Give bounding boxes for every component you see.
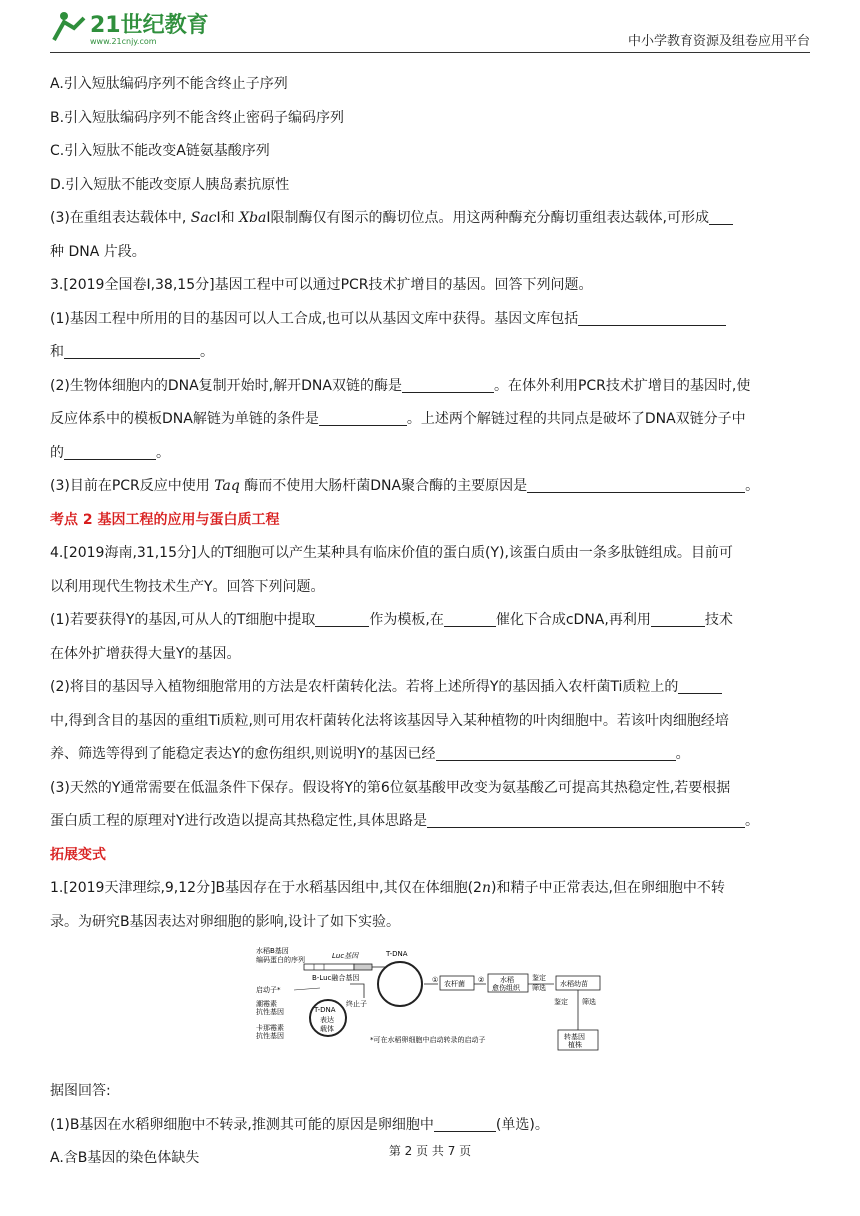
answer-blank[interactable] bbox=[709, 208, 733, 225]
label-kan2: 抗性基因 bbox=[256, 1032, 284, 1040]
label-luc: Luc基因 bbox=[332, 952, 359, 960]
p3-q1: (1)基因工程中所用的目的基因可以人工合成,也可以从基因文库中获得。基因文库包括 bbox=[50, 303, 810, 337]
step-2: ② bbox=[478, 976, 485, 984]
answer-blank[interactable] bbox=[527, 476, 745, 493]
p4-q2b: 中,得到含目的基因的重组Ti质粒,则可用农杆菌转化法将该基因导入某种植物的叶肉细胞中。若该叶肉细胞经培 bbox=[50, 712, 729, 729]
p4-q3: (3)天然的Y通常需要在低温条件下保存。假设将Y的第6位氨基酸甲改变为氨基酸乙可提高其热稳定性,若要根据 bbox=[50, 779, 731, 796]
label-plant2: 植株 bbox=[568, 1041, 582, 1049]
see-figure: 据图回答: bbox=[50, 1083, 111, 1099]
t1-title: 1.[2019天津理综,9,12分]B基因存在于水稻基因组中,其仅在体细胞(2n)和精子中正常表达,但在卵细胞中不转 bbox=[50, 880, 725, 896]
problem-4-title: 4.[2019海南,31,15分]人的T细胞可以产生某种具有临床价值的蛋白质(Y),该蛋白质由一条多肽链组成。目前可 bbox=[50, 545, 733, 561]
experiment-diagram bbox=[254, 944, 606, 1064]
logo-url: www.21cnjy.com bbox=[90, 37, 157, 46]
option-d: D.引入短肽不能改变原人胰岛素抗原性 bbox=[50, 176, 290, 193]
label-vector2: 载体 bbox=[320, 1025, 334, 1033]
label-ident2: 筛选 bbox=[532, 984, 546, 992]
answer-blank[interactable] bbox=[402, 376, 494, 393]
label-ident1: 鉴定 bbox=[532, 974, 546, 982]
page-header bbox=[50, 0, 810, 53]
answer-blank[interactable] bbox=[444, 610, 496, 627]
label-seedling: 水稻幼苗 bbox=[560, 980, 588, 988]
q3-line: (3)在重组表达载体中, SacⅠ和 XbaⅠ限制酶仅有图示的酶切位点。用这两种酶充分酶切重组表达载体,可形成 bbox=[50, 202, 810, 236]
answer-blank[interactable] bbox=[578, 309, 726, 326]
section-heading-extension: 拓展变式 bbox=[50, 846, 106, 863]
p3-q2e: 的 。 bbox=[50, 444, 170, 461]
option-c: C.引入短肽不能改变A链氨基酸序列 bbox=[50, 143, 270, 159]
p4-q1: (1)若要获得Y的基因,可从人的T细胞中提取 作为模板,在 催化下合成cDNA,再利用 技术 bbox=[50, 612, 733, 628]
p3-q1b: 和 。 bbox=[50, 344, 214, 360]
label-promoter: 启动子* bbox=[256, 986, 281, 994]
p3-q2: (2)生物体细胞内的DNA复制开始时,解开DNA双链的酶是 。在体外利用PCR技术扩增目的基因时,使 bbox=[50, 377, 751, 394]
t1-option-a: A.含B基因的染色体缺失 bbox=[50, 1150, 200, 1166]
answer-blank[interactable] bbox=[434, 1115, 496, 1132]
label-gene-b: 水稻B基因 bbox=[256, 947, 289, 955]
label-terminator: 终止子 bbox=[346, 1000, 367, 1008]
answer-blank[interactable] bbox=[64, 443, 156, 460]
p4-q2c: 养、筛选等得到了能稳定表达Y的愈伤组织,则说明Y的基因已经 。 bbox=[50, 746, 690, 762]
t1-title2: 录。为研究B基因表达对卵细胞的影响,设计了如下实验。 bbox=[50, 913, 401, 930]
p3-q2c: 反应体系中的模板DNA解链为单链的条件是 。上述两个解链过程的共同点是破坏了DNA双链分子中 bbox=[50, 411, 746, 427]
platform-title: 中小学教育资源及组卷应用平台 bbox=[627, 34, 810, 49]
label-tdna-inner: T-DNA bbox=[314, 1006, 336, 1014]
label-callus2: 愈伤组织 bbox=[492, 984, 520, 992]
logo bbox=[50, 6, 220, 46]
label-ident4: 筛选 bbox=[582, 998, 596, 1006]
label-tdna-top: T-DNA bbox=[386, 950, 408, 958]
label-kan: 卡那霉素 bbox=[256, 1024, 284, 1032]
p4-q2: (2)将目的基因导入植物细胞常用的方法是农杆菌转化法。若将上述所得Y的基因插入农杆菌Ti质粒上的 bbox=[50, 671, 810, 705]
tdna-plasmid bbox=[378, 962, 422, 1006]
label-plant1: 转基因 bbox=[564, 1033, 585, 1041]
logo-text: 21世纪教育 bbox=[90, 13, 209, 38]
problem-3-title: 3.[2019全国卷Ⅰ,38,15分]基因工程中可以通过PCR技术扩增目的基因。回答下列问题。 bbox=[50, 277, 593, 293]
p4-q1e: 在体外扩增获得大量Y的基因。 bbox=[50, 645, 241, 662]
label-vector1: 表达 bbox=[320, 1016, 334, 1024]
answer-blank[interactable] bbox=[651, 610, 705, 627]
label-ident3: 鉴定 bbox=[554, 998, 568, 1006]
coding-box bbox=[304, 964, 354, 970]
label-callus1: 水稻 bbox=[500, 976, 514, 984]
label-fusion: B-Luc融合基因 bbox=[312, 974, 360, 982]
section-heading-2: 考点 2 基因工程的应用与蛋白质工程 bbox=[50, 511, 280, 528]
option-a: A.引入短肽编码序列不能含终止子序列 bbox=[50, 76, 288, 92]
label-agro: 农杆菌 bbox=[444, 980, 465, 988]
answer-blank[interactable] bbox=[64, 342, 200, 359]
luc-box bbox=[354, 964, 372, 970]
answer-blank[interactable] bbox=[427, 811, 745, 828]
answer-blank[interactable] bbox=[678, 677, 722, 694]
step-1: ① bbox=[432, 976, 439, 984]
figure-note: *可在水稻卵细胞中启动转录的启动子 bbox=[370, 1036, 486, 1044]
problem-4-title2: 以利用现代生物技术生产Y。回答下列问题。 bbox=[50, 578, 325, 595]
label-hyg: 潮霉素 bbox=[256, 1000, 277, 1008]
t1-q1: (1)B基因在水稻卵细胞中不转录,推测其可能的原因是卵细胞中 (单选)。 bbox=[50, 1116, 549, 1133]
answer-blank[interactable] bbox=[436, 744, 676, 761]
label-hyg2: 抗性基因 bbox=[256, 1008, 284, 1016]
answer-blank[interactable] bbox=[315, 610, 369, 627]
page-footer: 第 2 页 共 7 页 bbox=[388, 1144, 472, 1158]
p3-q3: (3)目前在PCR反应中使用 Taq 酶而不使用大肠杆菌DNA聚合酶的主要原因是 。 bbox=[50, 478, 760, 494]
answer-blank[interactable] bbox=[319, 409, 407, 426]
q3-tail: 种 DNA 片段。 bbox=[50, 243, 146, 260]
label-coding: 编码蛋白的序列 bbox=[256, 956, 305, 964]
p4-q3b: 蛋白质工程的原理对Y进行改造以提高其热稳定性,具体思路是 。 bbox=[50, 813, 760, 829]
option-b: B.引入短肽编码序列不能含终止密码子编码序列 bbox=[50, 109, 345, 126]
